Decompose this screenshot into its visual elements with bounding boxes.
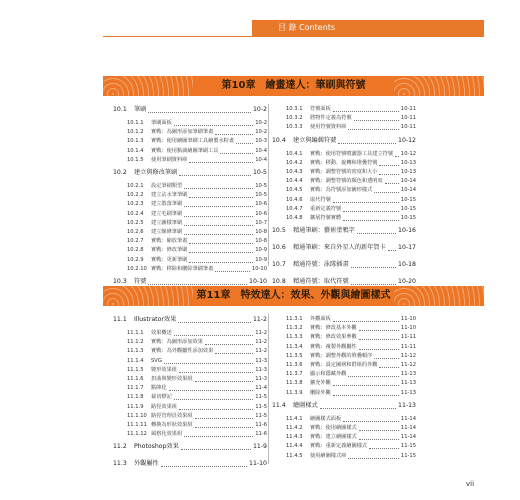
toc-entry [272,122,416,132]
toc-number: 10.4 [272,136,286,144]
toc-section [272,225,416,237]
toc-title: 將物件定義為符號 [310,115,352,122]
toc-number: 10.4.7 [286,205,303,212]
toc-number: 11.3.1 [286,316,303,322]
toc-title: 實戰：更新筆刷 [151,256,188,263]
toc-page: 11-2 [255,339,267,346]
toc-title: 實戰：修改基本外觀 [310,325,357,332]
toc-title: Illustrator效果 [134,316,177,323]
toc-number: 10.2 [113,169,127,176]
toc-number: 10.1.2 [127,129,144,136]
toc-title: 實戰：複製外觀屬性 [310,343,357,350]
toc-title: 路徑管理員效果組 [151,412,193,419]
toc-section [272,242,416,254]
toc-section [272,259,416,271]
toc-page: 10-11 [400,106,416,112]
toc-page: 11-12 [400,352,416,359]
toc-page: 11-11 [400,334,416,341]
toc-leader [351,267,396,268]
toc-number: 11.3.6 [286,362,303,368]
toc-page: 11-13 [400,371,416,378]
toc-number: 10.8 [272,278,286,286]
toc-page: 11-13 [400,380,416,387]
toc-entry [113,155,267,165]
toc-number: 10.2.7 [127,238,144,245]
toc-number: 10.4.1 [286,150,303,157]
toc-page: 10-10 [251,265,267,272]
toc-page: 11-4 [255,385,267,392]
toc-number: 11.1.8 [127,394,144,401]
toc-title: 實戰：調整外觀的堆疊順序 [310,352,373,359]
toc-page: 10-3 [255,138,267,145]
toc-leader [348,458,399,459]
toc-number: 11.1.9 [127,403,144,410]
toc-page: 10-18 [398,261,416,269]
toc-number: 11.1.1 [127,330,144,336]
toc-leader [205,344,253,345]
toc-leader [189,243,253,244]
toc-number: 11.1.2 [127,339,144,346]
toc-title: 點陣化 [151,385,167,392]
toc-title: 使用繪圖樣式庫 [310,452,347,459]
toc-title: 符號面板 [310,106,331,112]
toc-entry [272,213,416,223]
toc-number: 10.2.8 [127,247,144,254]
toc-number: 10.4.8 [286,215,303,221]
toc-leader [174,399,253,400]
toc-number: 10.6 [272,244,286,252]
toc-number: 11.1.4 [127,357,144,364]
toc-page: 10-14 [400,178,416,185]
column-divider [268,314,269,464]
toc-title: 變形效果組 [151,366,177,373]
toc-leader [343,220,399,221]
toc-leader [333,395,399,396]
toc-leader [359,349,399,350]
toc-title: 實戰：重新定義繪圖樣式 [310,443,368,450]
toc-leader [189,262,253,263]
toc-page: 10-15 [400,215,416,221]
toc-title: 刪除外觀 [310,389,331,396]
toc-page: 11-2 [252,316,267,323]
page-number: vii [466,480,475,488]
chapter-banner [103,76,484,96]
toc-page: 10-4 [255,147,267,154]
toc-page: 10-8 [255,238,267,245]
toc-title: 實戰：修改效果參數 [310,334,357,341]
toc-page: 11-6 [255,422,267,428]
toc-page: 10-6 [255,201,267,208]
toc-leader [148,284,247,285]
toc-number: 10.4.4 [286,178,303,185]
toc-title: 實戰：修改筆刷 [151,247,188,254]
toc-leader [338,143,396,144]
toc-title: 符號 [134,278,147,285]
toc-leader [354,120,399,121]
toc-leader [184,188,253,189]
toc-page: 10-12 [400,150,416,157]
toc-page: 10-5 [252,169,267,176]
toc-page: 10-8 [255,229,267,235]
toc-section [113,458,267,470]
toc-page: 11-15 [400,443,416,450]
toc-leader [379,174,399,175]
toc-leader [359,430,399,431]
toc-number: 10.2.2 [127,192,144,199]
toc-page: 10-2 [252,106,267,113]
toc-title: 擴展符號實體 [310,215,342,221]
toc-leader [385,183,399,184]
toc-number: 11.3.2 [286,325,303,332]
toc-title: 建立散落筆刷 [151,201,183,208]
toc-number: 11.4.1 [286,415,303,422]
toc-leader [161,466,247,467]
toc-leader [179,409,253,410]
toc-number: 10.1.4 [127,147,144,154]
toc-number: 10.7 [272,261,286,269]
toc-number: 11.1.3 [127,348,144,355]
toc-page: 10-13 [400,159,416,166]
toc-title: 設定筆刷類型 [151,183,183,189]
toc-title: 外觀面板 [310,316,331,322]
toc-leader [333,202,399,203]
toc-number: 10.1.3 [127,138,144,145]
toc-number: 10.4.6 [286,196,303,203]
toc-leader [374,192,399,193]
toc-leader [343,211,399,212]
toc-title: 筆刷面板 [151,120,172,126]
toc-title: 擴充外觀 [310,380,331,387]
toc-title: 扭曲與變形效果組 [151,376,193,382]
toc-number: 10.2.4 [127,210,144,217]
toc-number: 10.2.9 [127,256,144,263]
toc-title: 實戰：使用繪圖筆刷工具繪製水粉畫 [151,138,235,145]
toc-page: 10-12 [398,136,416,144]
toc-title: 建立沾水筆筆刷 [151,192,188,199]
toc-section [272,135,416,147]
toc-page: 11-15 [400,452,416,459]
chapter-banner [103,286,484,306]
toc-leader [195,427,253,428]
toc-title: 實戰：使用繪圖樣式 [310,425,357,431]
toc-page: 10-6 [255,210,267,217]
toc-title: 建立毛刷筆刷 [151,210,183,217]
toc-leader [320,408,396,409]
toc-page: 11-12 [400,362,416,368]
toc-title: 實戰：為圖形添加筆刷筆畫 [151,129,214,136]
toc-title: 取代符號 [310,196,331,203]
toc-leader [178,322,251,323]
toc-title: 實戰：為符號添加圖形樣式 [310,187,373,194]
toc-section [113,441,267,453]
toc-title: 實戰：調整符號的顏色和透明度 [310,178,383,185]
toc-leader [174,125,253,126]
toc-number: 11.4.2 [286,425,303,431]
toc-title: 重新定義符號 [310,205,342,212]
toc-page: 11-10 [400,325,416,332]
toc-number: 10.5 [272,227,286,235]
toc-leader [215,271,250,272]
toc-entry [113,264,267,274]
toc-number: 11.1.10 [127,412,147,419]
toc-title: 實戰：為圖形添加效果 [151,339,203,346]
toc-section [113,314,267,326]
toc-leader [215,134,253,135]
toc-leader [359,439,399,440]
toc-leader [189,197,253,198]
toc-number: 11.4.3 [286,434,303,441]
toc-title: 外觀屬性 [134,460,159,468]
toc-title: 精通符號：泳隊插畫 [293,261,349,269]
toc-number: 10.1.5 [127,156,144,163]
toc-page: 11-5 [255,394,267,401]
toc-number: 11.3.4 [286,343,303,350]
toc-number: 11.3 [113,460,127,468]
toc-title: 顯示和隱藏外觀 [310,371,347,378]
toc-number: 10.2.10 [127,265,147,272]
toc-leader [359,330,399,331]
toc-title: 轉換為形狀效果組 [151,422,193,428]
toc-number: 10.2.6 [127,229,144,235]
toc-page: 11-14 [400,415,416,422]
header-rule [103,36,484,37]
toc-leader [164,363,253,364]
toc-number: 11.3.7 [286,371,303,378]
toc-leader [195,418,253,419]
toc-leader [348,376,399,377]
toc-number: 11.1.7 [127,385,144,392]
toc-number: 10.2.3 [127,201,144,208]
toc-leader [379,367,399,368]
toc-number: 11.1 [113,316,127,323]
toc-leader [333,111,399,112]
toc-number: 10.4.5 [286,187,303,194]
contents-header-title: 目 錄 Contents [278,23,336,32]
toc-leader [236,143,253,144]
toc-section [113,104,267,116]
toc-title: 效果概述 [151,330,172,336]
toc-leader [184,225,253,226]
toc-number: 11.3.9 [286,389,303,396]
toc-leader [179,372,253,373]
toc-leader [333,385,399,386]
toc-page: 11-10 [249,460,267,468]
toc-leader [215,353,253,354]
toc-title: 建立線條筆刷 [151,229,183,235]
toc-title: 筆刷 [134,106,147,113]
toc-number: 10.3 [113,278,127,285]
toc-page: 10-20 [398,278,416,286]
toc-leader [184,234,253,235]
toc-page: 11-3 [255,357,267,364]
toc-number: 11.2 [113,443,127,451]
toc-section [113,167,267,179]
toc-page: 10-5 [255,192,267,199]
toc-title: SVG [151,357,162,364]
toc-number: 11.4.5 [286,452,303,459]
toc-title: 實戰：為外觀屬性添加效果 [151,348,214,355]
toc-page: 10-17 [398,244,416,252]
toc-page: 10-10 [249,278,267,285]
chapter-title: 第11章 特效達人：效果、外觀與繪圖樣式 [196,290,391,301]
toc-number: 11.1.5 [127,366,144,373]
toc-number: 10.3.1 [286,106,303,112]
toc-leader [184,436,253,437]
toc-title: 實戰：使用點滴繪圖筆刷工具 [151,147,219,154]
toc-number: 10.4.2 [286,159,303,166]
toc-leader [333,321,399,322]
toc-number: 11.1.11 [127,422,147,428]
toc-number: 11.3.8 [286,380,303,387]
toc-title: 實戰：移除和刪除筆刷筆畫 [151,265,214,272]
toc-leader [184,216,253,217]
toc-entry [272,451,416,461]
toc-page: 10-4 [255,156,267,163]
toc-title: 繪圖樣式面板 [310,415,342,422]
toc-number: 10.2.1 [127,183,144,189]
toc-number: 11.1.12 [127,431,147,438]
toc-title: 路徑效果組 [151,403,177,410]
toc-page: 11-10 [400,316,416,322]
toc-page: 11-6 [255,431,267,438]
toc-title: 實戰：設定圖層和群組的外觀 [310,362,378,368]
toc-leader [369,448,399,449]
toc-page: 11-5 [255,403,267,410]
toc-entry [113,429,267,439]
toc-title: 風格化效果組 [151,431,183,438]
toc-page: 11-13 [400,389,416,396]
toc-page: 10-9 [255,247,267,254]
toc-number: 11.4.4 [286,443,303,450]
toc-page: 10-7 [255,219,267,226]
toc-page: 10-13 [400,169,416,175]
toc-page: 10-11 [400,124,416,131]
toc-page: 10-5 [255,183,267,189]
toc-page: 11-13 [398,401,416,409]
toc-page: 10-9 [255,256,267,263]
toc-title: 建立與修改筆刷 [134,169,178,176]
toc-page: 11-3 [255,366,267,373]
toc-page: 10-2 [255,129,267,136]
toc-leader [189,162,253,163]
toc-title: 使用筆刷資料庫 [151,156,188,163]
toc-number: 11.1.6 [127,376,144,382]
toc-page: 10-14 [400,187,416,194]
toc-title: 繪圖樣式 [293,401,318,409]
toc-leader [357,233,396,234]
column-divider [268,104,269,266]
toc-page: 10-2 [255,120,267,126]
toc-leader [189,252,253,253]
toc-number: 10.4.3 [286,169,303,175]
toc-title: 實戰：使用符號噴灑器工具建立符號 [310,150,394,157]
toc-leader [395,156,399,157]
toc-page: 11-9 [252,443,267,451]
toc-leader [374,358,399,359]
toc-section [272,400,416,412]
toc-leader [169,390,253,391]
toc-page: 11-5 [255,412,267,419]
toc-leader [348,129,399,130]
toc-number: 11.3.5 [286,352,303,359]
toc-title: 裁切標記 [151,394,172,401]
toc-number: 10.3.2 [286,115,303,122]
toc-title: 實戰：移動、旋轉和堆疊符號 [310,159,378,166]
toc-number: 10.3.3 [286,124,303,131]
toc-number: 10.1.1 [127,120,144,126]
toc-leader [343,421,399,422]
toc-leader [184,206,253,207]
toc-entry [272,388,416,398]
toc-leader [359,339,399,340]
chapter-title: 第10章 繪畫達人：筆刷與符號 [221,80,366,91]
toc-number: 11.3.3 [286,334,303,341]
toc-page: 10-11 [400,115,416,122]
toc-page: 11-2 [255,330,267,336]
contents-header [252,20,484,36]
toc-page: 11-14 [400,434,416,441]
toc-page: 11-3 [255,376,267,382]
toc-title: 精通筆刷：藝術塗鴉字 [293,227,355,235]
toc-title: 實戰：調整符號的密度和大小 [310,169,378,175]
toc-number: 11.4 [272,401,286,409]
toc-page: 11-11 [400,343,416,350]
toc-title: 精通筆刷：來自外星人的新年賀卡 [293,244,386,252]
toc-leader [379,165,399,166]
toc-page: 10-15 [400,205,416,212]
toc-leader [220,153,253,154]
toc-page: 10-15 [400,196,416,203]
toc-leader [179,175,251,176]
toc-page: 11-2 [255,348,267,355]
toc-page: 10-16 [398,227,416,235]
toc-number: 10.1 [113,106,127,113]
toc-title: 建立圖樣筆刷 [151,219,183,226]
toc-leader [388,250,396,251]
toc-leader [181,449,251,450]
toc-title: 建立與編輯符號 [293,136,337,144]
toc-title: 精通符號：取代符號 [293,278,349,286]
toc-title: 實戰：建立繪圖樣式 [310,434,357,441]
toc-title: Photoshop效果 [134,443,179,451]
toc-page: 11-14 [400,425,416,431]
toc-leader [195,381,253,382]
toc-leader [148,112,251,113]
toc-leader [174,335,253,336]
toc-title: 實戰：縮放筆畫 [151,238,188,245]
toc-number: 10.2.5 [127,219,144,226]
toc-title: 使用符號資料庫 [310,124,347,131]
